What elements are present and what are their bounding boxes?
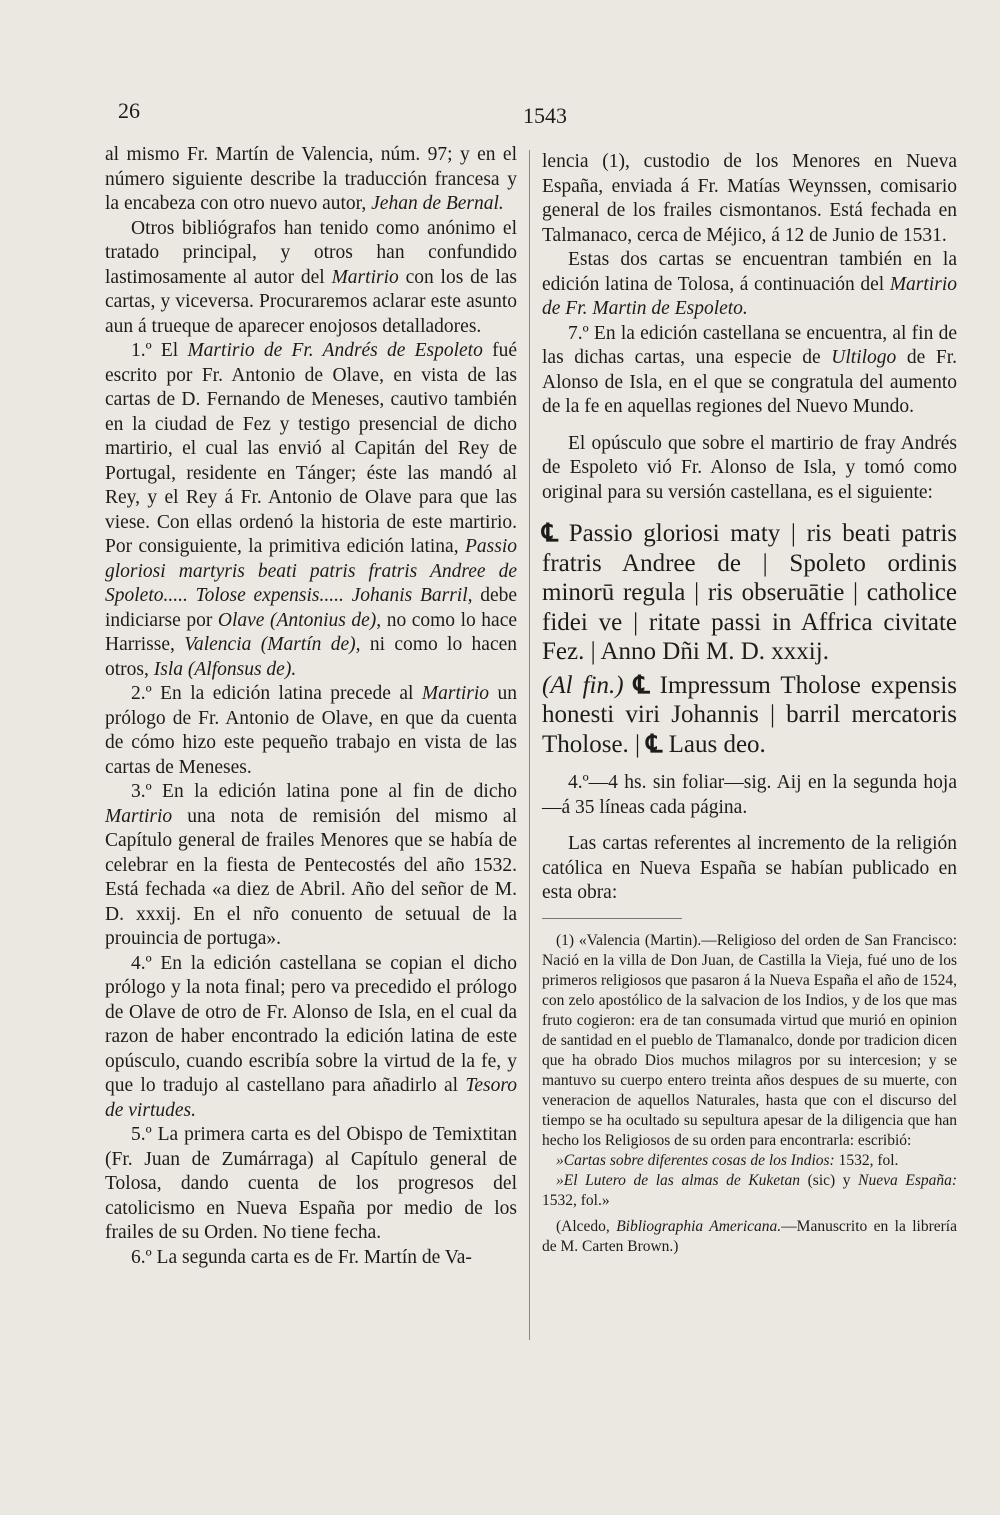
- column-divider: [529, 150, 530, 1340]
- paragraph-item-4: 4.º En la edición castellana se copian el dicho prólogo y la nota final; pero va precedido el prólogo de Olave de otro de Fr. Alonso de Isla, en el cual da razon de haber encontrado la edición latina de este opúsculo, cuando escribía sobre la virtud de la fe, y que lo tradujo al castellano para añadirlo al Tesoro de virtudes.: [105, 952, 518, 1121]
- paragraph-item-7: 7.º En la edición castellana se encuentra, al fin de las dichas cartas, una especie de Ultilogo de Fr. Alonso de Isla, en el que se congratula del aumento de la fe en aquellas regiones del Nuevo Mundo.: [542, 322, 958, 417]
- paragraph: El opúsculo que sobre el martirio de fray Andrés de Espoleto vió Fr. Alonso de Isla, y tomó como original para su versión castellana, es el siguiente:: [542, 432, 957, 503]
- footnotes: [542, 931, 957, 1257]
- paragraph-item-2: 2.º En la edición latina precede al Martirio un prólogo de Fr. Antonio de Olave, en que da cuenta de cómo hizo este pequeño trabajo en vista de las cartas de Meneses.: [105, 683, 517, 778]
- footnote-rule: [542, 918, 682, 919]
- right-column: [542, 150, 957, 1257]
- paragraph-item-3: 3.º En la edición latina pone al fin de dicho Martirio una nota de remisión del mismo al Capítulo general de frailes Menores que se había de celebrar en la fiesta de Pentecostés del año 1532. Está fechada «a diez de Abril. Año del señor de M. D. xxxij. En el nr̃o conuento de setuual de la prouincia de portuga».: [105, 781, 517, 949]
- paragraph: Otros bibliógrafos han tenido como anónimo el tratado principal, y otros han confundido lastimosamente al autor del Martirio con los de las cartas, y viceversa. Procuraremos aclarar este asunto aun á trueque de aparecer enojosos detalladores.: [105, 217, 518, 337]
- left-column: [105, 143, 517, 1270]
- paragraph: lencia (1), custodio de los Menores en Nueva España, enviada á Fr. Matías Weynssen, comisario general de los frailes cismontanos. Está fechada en Talmanaco, cerca de Méjico, á 12 de Junio de 1531.: [542, 151, 957, 246]
- footnote-line: »El Lutero de las almas de Kuketan (sic) y Nueva España: 1532, fol.»: [542, 1171, 958, 1209]
- incipit-title: ℄ Passio gloriosi maty | ris beati patris fratris Andree de | Spoleto ordinis minorū regula | ris obseruātie | catholice fidei ve | ritate passi in Affrica civitate Fez. | Anno Dñi M. D. xxxij.: [542, 520, 958, 665]
- paragraph-item-1: 1.º El Martirio de Fr. Andrés de Espoleto fué escrito por Fr. Antonio de Olave, en vista de las cartas de D. Fernando de Meneses, cautivo también en la ciudad de Fez y testigo presencial de dicho martirio, el cual las envió al Capitán del Rey de Portugal, residente en Tánger; éste las mandó al Rey, y el Rey á Fr. Antonio de Olave para que las viese. Con ellas ordenó la historia de este martirio. Por consiguiente, la primitiva edición latina, Passio gloriosi martyris beati patris fratris Andree de Spoleto..... Tolose expensis..... Johanis Barril, debe indiciarse por Olave (Antonius de), no como lo hace Harrisse, Valencia (Martín de), ni como lo hacen otros, Isla (Alfonsus de).: [105, 340, 518, 680]
- paragraph-mark-icon: ℄: [633, 671, 650, 699]
- paragraph: Las cartas referentes al incremento de la religión católica en Nueva España se habían publicado en esta obra:: [542, 833, 957, 903]
- colophon: (Al fin.) ℄ Impressum Tholose expensis honesti viri Johannis | barril mercatoris Tholose. | ℄ Laus deo.: [542, 671, 958, 758]
- paragraph-mark-icon: ℄: [542, 520, 559, 547]
- footnote-line: »Cartas sobre diferentes cosas de los Indios: 1532, fol.: [556, 1151, 899, 1169]
- footnote: (1) «Valencia (Martin).—Religioso del orden de San Francisco: Nació en la villa de Don Juan, de Castilla la Vieja, fué uno de los primeros religiosos que pasaron á la Nueva España el año de 1524, con zelo apostólico de la salvacion de los Indios, y de los que mas fruto cogieron: era de tan consumada virtud que murió en opinion de santidad en el pueblo de Tlamanalco, donde por tradicion dicen que ha obrado Dios muchos milagros por su intercesion; y se mantuvo su cuerpo entero treinta años despues de su muerte, con veneracion de aquellos Naturales, hasta que con el discurso del tiempo se ha ocultado su sepultura apesar de la diligencia que han hecho los Religiosos de su orden para encontrarla: escribió:: [542, 931, 957, 1149]
- paragraph-mark-icon: ℄: [646, 730, 663, 758]
- footnote-source: (Alcedo, Bibliographia Americana.—Manuscrito en la librería de M. Carten Brown.): [542, 1217, 957, 1255]
- collation: 4.º—4 hs. sin foliar—sig. Aij en la segunda hoja—á 35 líneas cada página.: [542, 772, 957, 818]
- running-head-year: 1543: [523, 103, 567, 128]
- page-number: 26: [118, 98, 140, 123]
- paragraph: Estas dos cartas se encuentran también en la edición latina de Tolosa, á continuación del Martirio de Fr. Martin de Espoleto.: [542, 249, 957, 319]
- paragraph-item-6: 6.º La segunda carta es de Fr. Martín de Va-: [131, 1246, 472, 1268]
- paragraph: al mismo Fr. Martín de Valencia, núm. 97; y en el número siguiente describe la traducción francesa y la encabeza con otro nuevo autor, Jehan de Bernal.: [105, 144, 517, 214]
- paragraph-item-5: 5.º La primera carta es del Obispo de Temixtitan (Fr. Juan de Zumárraga) al Capítulo general de Tolosa, dando cuenta de los progresos del catolicismo en Nueva España por medio de los frailes de su Orden. No tiene fecha.: [105, 1124, 517, 1243]
